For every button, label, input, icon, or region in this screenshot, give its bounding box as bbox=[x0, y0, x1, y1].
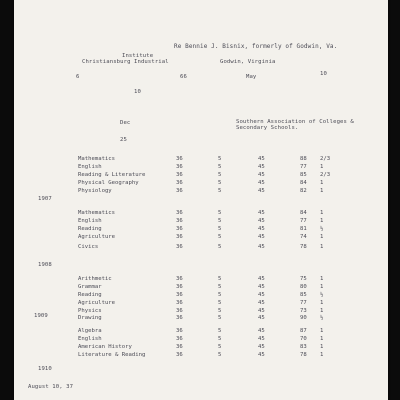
grade-cell: 78 bbox=[300, 352, 307, 358]
minutes-cell: 45 bbox=[258, 234, 265, 240]
periods-cell: 5 bbox=[218, 226, 222, 232]
table-row bbox=[14, 344, 388, 351]
units-cell: 1 bbox=[320, 352, 324, 358]
year-label: 1907 bbox=[38, 196, 52, 202]
periods-cell: 5 bbox=[218, 284, 222, 290]
subject-cell: Arithmetic bbox=[78, 276, 112, 282]
table-row bbox=[14, 276, 388, 283]
subject-cell: English bbox=[78, 336, 102, 342]
association-line-1: Southern Association of Colleges & bbox=[236, 119, 354, 125]
minutes-cell: 45 bbox=[258, 180, 265, 186]
periods-cell: 5 bbox=[218, 210, 222, 216]
subject-cell: Mathematics bbox=[78, 210, 116, 216]
grade-cell: 85 bbox=[300, 172, 307, 178]
header-subject-line: Re Bennie J. Bisnix, formerly of Godwin, Va. bbox=[174, 43, 338, 50]
year-label: 1908 bbox=[38, 262, 52, 268]
subject-cell: Literature & Reading bbox=[78, 352, 146, 358]
weeks-cell: 36 bbox=[176, 336, 183, 342]
subject-cell: English bbox=[78, 164, 102, 170]
periods-cell: 5 bbox=[218, 244, 222, 250]
table-row bbox=[14, 300, 388, 307]
units-cell: ½ bbox=[320, 315, 324, 321]
weeks-cell: 36 bbox=[176, 352, 183, 358]
table-row bbox=[14, 210, 388, 217]
periods-cell: 5 bbox=[218, 234, 222, 240]
periods-cell: 5 bbox=[218, 308, 222, 314]
minutes-cell: 45 bbox=[258, 315, 265, 321]
grade-cell: 73 bbox=[300, 308, 307, 314]
weeks-cell: 36 bbox=[176, 226, 183, 232]
header-num-25: 25 bbox=[120, 137, 127, 143]
periods-cell: 5 bbox=[218, 218, 222, 224]
weeks-cell: 36 bbox=[176, 308, 183, 314]
year-label: 1910 bbox=[38, 366, 52, 372]
periods-cell: 5 bbox=[218, 352, 222, 358]
table-row bbox=[14, 188, 388, 195]
header-num-6: 6 bbox=[76, 74, 80, 80]
minutes-cell: 45 bbox=[258, 276, 265, 282]
year-label: 1909 bbox=[34, 313, 48, 319]
weeks-cell: 36 bbox=[176, 188, 183, 194]
header-num-10: 10 bbox=[134, 89, 141, 95]
units-cell: 1 bbox=[320, 164, 324, 170]
grade-cell: 77 bbox=[300, 164, 307, 170]
weeks-cell: 36 bbox=[176, 164, 183, 170]
minutes-cell: 45 bbox=[258, 308, 265, 314]
minutes-cell: 45 bbox=[258, 172, 265, 178]
grade-cell: 74 bbox=[300, 234, 307, 240]
periods-cell: 5 bbox=[218, 292, 222, 298]
minutes-cell: 45 bbox=[258, 164, 265, 170]
units-cell: 1 bbox=[320, 188, 324, 194]
units-cell: ½ bbox=[320, 226, 324, 232]
weeks-cell: 36 bbox=[176, 315, 183, 321]
subject-cell: Mathematics bbox=[78, 156, 116, 162]
header-num-66: 66 bbox=[180, 74, 187, 80]
units-cell: 2/3 bbox=[320, 172, 331, 178]
subject-cell: Reading bbox=[78, 292, 102, 298]
document-page bbox=[14, 0, 388, 400]
header-may: May bbox=[246, 74, 257, 80]
institute-label: Institute bbox=[122, 53, 154, 59]
weeks-cell: 36 bbox=[176, 180, 183, 186]
table-row bbox=[14, 336, 388, 343]
grade-cell: 87 bbox=[300, 328, 307, 334]
periods-cell: 5 bbox=[218, 328, 222, 334]
minutes-cell: 45 bbox=[258, 244, 265, 250]
units-cell: 1 bbox=[320, 344, 324, 350]
minutes-cell: 45 bbox=[258, 226, 265, 232]
table-row bbox=[14, 234, 388, 241]
grade-cell: 82 bbox=[300, 188, 307, 194]
units-cell: 1 bbox=[320, 308, 324, 314]
periods-cell: 5 bbox=[218, 156, 222, 162]
header-num-10-right: 10 bbox=[320, 71, 327, 77]
grade-cell: 83 bbox=[300, 344, 307, 350]
table-row bbox=[14, 218, 388, 225]
weeks-cell: 36 bbox=[176, 234, 183, 240]
minutes-cell: 45 bbox=[258, 352, 265, 358]
grade-cell: 85 bbox=[300, 292, 307, 298]
minutes-cell: 45 bbox=[258, 336, 265, 342]
minutes-cell: 45 bbox=[258, 284, 265, 290]
minutes-cell: 45 bbox=[258, 210, 265, 216]
table-row bbox=[14, 315, 388, 322]
subject-cell: Reading & Literature bbox=[78, 172, 146, 178]
subject-cell: Physical Geography bbox=[78, 180, 139, 186]
periods-cell: 5 bbox=[218, 344, 222, 350]
units-cell: 1 bbox=[320, 300, 324, 306]
units-cell: 1 bbox=[320, 328, 324, 334]
units-cell: 1 bbox=[320, 276, 324, 282]
grade-cell: 77 bbox=[300, 300, 307, 306]
periods-cell: 5 bbox=[218, 164, 222, 170]
minutes-cell: 45 bbox=[258, 344, 265, 350]
subject-cell: Algebra bbox=[78, 328, 102, 334]
location: Godwin, Virginia bbox=[220, 59, 276, 65]
table-row bbox=[14, 328, 388, 335]
weeks-cell: 36 bbox=[176, 210, 183, 216]
subject-cell: Physiology bbox=[78, 188, 112, 194]
subject-cell: Reading bbox=[78, 226, 102, 232]
school-name: Christiansburg Industrial bbox=[82, 59, 169, 65]
minutes-cell: 45 bbox=[258, 300, 265, 306]
units-cell: 1 bbox=[320, 218, 324, 224]
subject-cell: Drawing bbox=[78, 315, 102, 321]
units-cell: 1 bbox=[320, 234, 324, 240]
weeks-cell: 36 bbox=[176, 172, 183, 178]
minutes-cell: 45 bbox=[258, 218, 265, 224]
table-row bbox=[14, 284, 388, 291]
table-row bbox=[14, 244, 388, 251]
weeks-cell: 36 bbox=[176, 218, 183, 224]
association-line-2: Secondary Schools. bbox=[236, 125, 299, 131]
units-cell: 1 bbox=[320, 210, 324, 216]
periods-cell: 5 bbox=[218, 180, 222, 186]
table-row bbox=[14, 308, 388, 315]
grade-cell: 70 bbox=[300, 336, 307, 342]
periods-cell: 5 bbox=[218, 188, 222, 194]
units-cell: 1 bbox=[320, 284, 324, 290]
periods-cell: 5 bbox=[218, 336, 222, 342]
grade-cell: 84 bbox=[300, 210, 307, 216]
periods-cell: 5 bbox=[218, 300, 222, 306]
weeks-cell: 36 bbox=[176, 292, 183, 298]
grade-cell: 84 bbox=[300, 180, 307, 186]
minutes-cell: 45 bbox=[258, 156, 265, 162]
weeks-cell: 36 bbox=[176, 276, 183, 282]
header-dec: Dec bbox=[120, 120, 131, 126]
subject-cell: Agriculture bbox=[78, 234, 116, 240]
weeks-cell: 36 bbox=[176, 344, 183, 350]
units-cell: 1 bbox=[320, 180, 324, 186]
subject-cell: English bbox=[78, 218, 102, 224]
table-row bbox=[14, 352, 388, 359]
table-row bbox=[14, 180, 388, 187]
periods-cell: 5 bbox=[218, 276, 222, 282]
grade-cell: 88 bbox=[300, 156, 307, 162]
grade-cell: 90 bbox=[300, 315, 307, 321]
table-row bbox=[14, 164, 388, 171]
minutes-cell: 45 bbox=[258, 292, 265, 298]
weeks-cell: 36 bbox=[176, 300, 183, 306]
weeks-cell: 36 bbox=[176, 156, 183, 162]
units-cell: 2/3 bbox=[320, 156, 331, 162]
grade-cell: 78 bbox=[300, 244, 307, 250]
weeks-cell: 36 bbox=[176, 244, 183, 250]
footer-date: August 10, 37 bbox=[28, 384, 74, 390]
grade-cell: 77 bbox=[300, 218, 307, 224]
periods-cell: 5 bbox=[218, 172, 222, 178]
periods-cell: 5 bbox=[218, 315, 222, 321]
weeks-cell: 36 bbox=[176, 328, 183, 334]
table-row bbox=[14, 172, 388, 179]
subject-cell: Agriculture bbox=[78, 300, 116, 306]
weeks-cell: 36 bbox=[176, 284, 183, 290]
table-row bbox=[14, 292, 388, 299]
grade-cell: 81 bbox=[300, 226, 307, 232]
minutes-cell: 45 bbox=[258, 328, 265, 334]
minutes-cell: 45 bbox=[258, 188, 265, 194]
subject-cell: American History bbox=[78, 344, 132, 350]
subject-cell: Physics bbox=[78, 308, 102, 314]
table-row bbox=[14, 226, 388, 233]
units-cell: 1 bbox=[320, 244, 324, 250]
subject-cell: Grammar bbox=[78, 284, 102, 290]
subject-cell: Civics bbox=[78, 244, 99, 250]
units-cell: 1 bbox=[320, 336, 324, 342]
units-cell: ½ bbox=[320, 292, 324, 298]
grade-cell: 80 bbox=[300, 284, 307, 290]
grade-cell: 75 bbox=[300, 276, 307, 282]
table-row bbox=[14, 156, 388, 163]
